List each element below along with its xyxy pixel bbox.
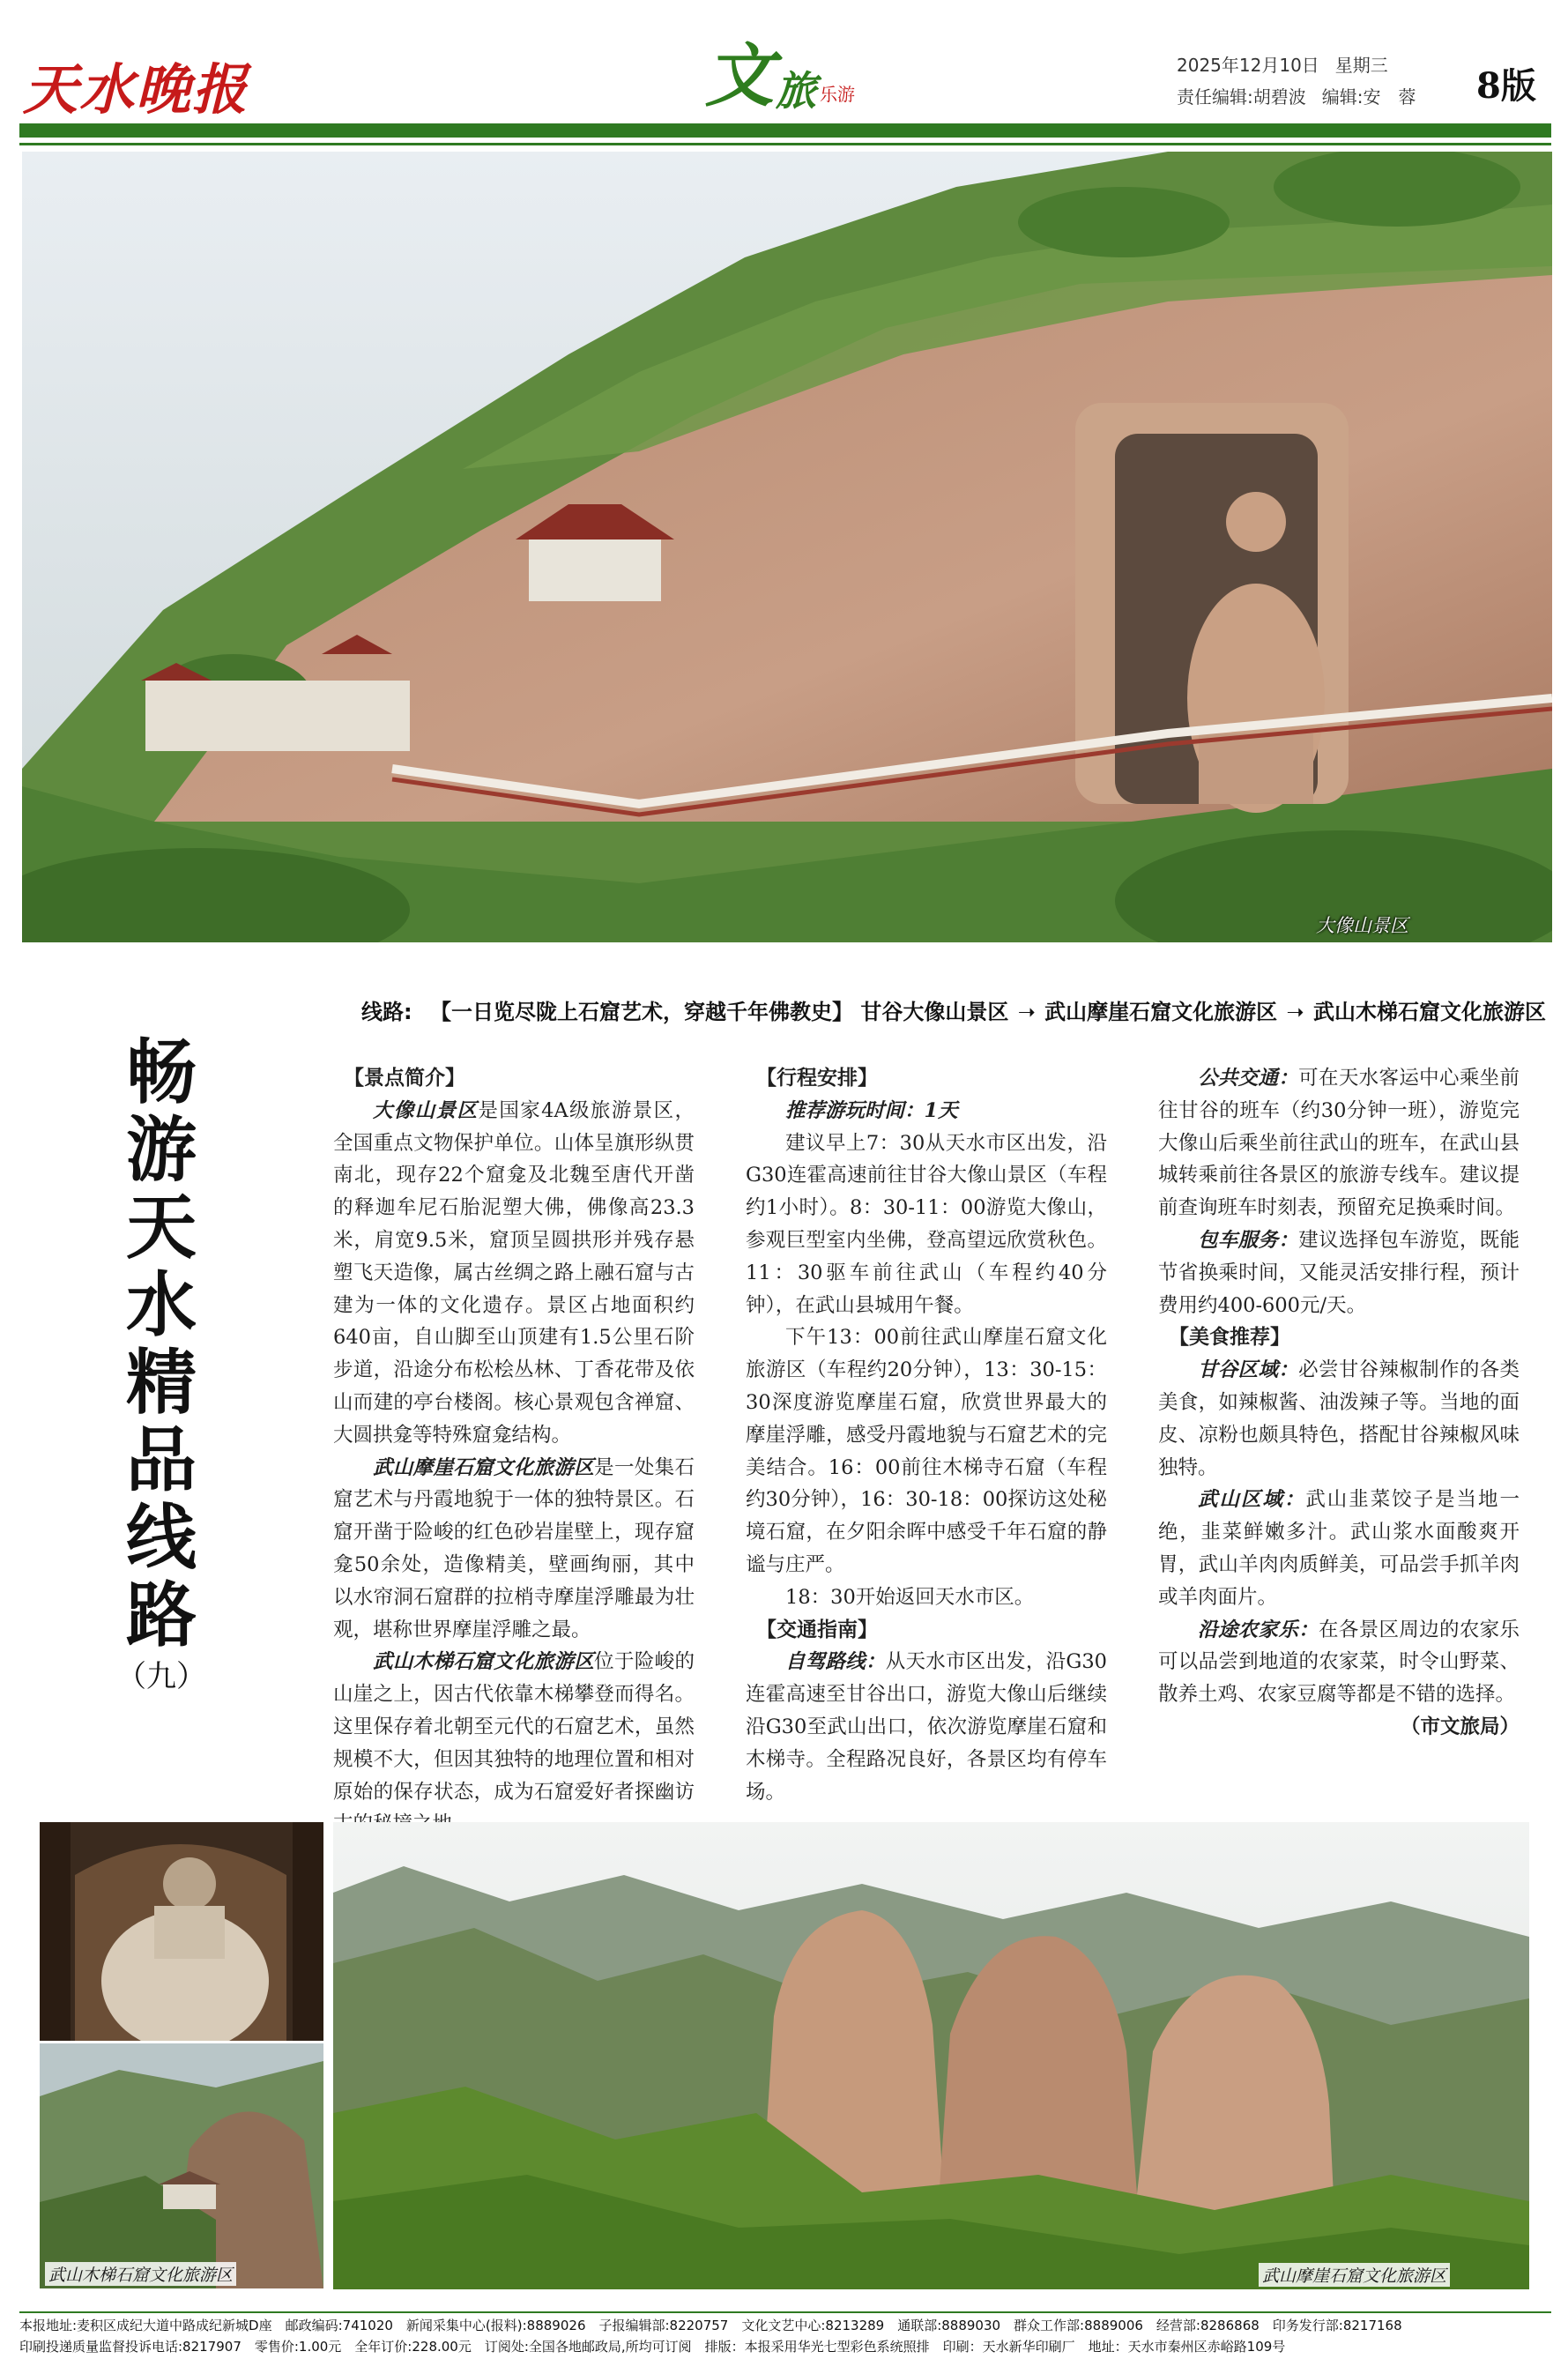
paragraph-intro-3: 武山木梯石窟文化旅游区位于险峻的山崖之上，因古代依靠木梯攀登而得名。这里保存着北朝至元代的石窟艺术，虽然规模不大，但因其独特的地理位置和相对原始的保存状态，成为石窟爱好者探幽访 xyxy=(333,1650,695,1804)
section-head-traffic: 【交通指南】 xyxy=(756,1618,878,1641)
article-column-3 xyxy=(1158,1062,1520,1744)
route-label: 线路: xyxy=(361,1000,412,1024)
moya-landscape-photo xyxy=(333,1822,1529,2289)
title-char: 精 xyxy=(126,1341,197,1424)
route-stop: 武山摩崖石窟文化旅游区 xyxy=(1044,1000,1278,1024)
title-char: 游 xyxy=(126,1108,197,1191)
food-gangu: 甘谷区域：必尝甘谷辣椒制作的各类美食，如辣椒酱、油泼辣子等。当地的面皮、凉粉也颇具特色，搭配甘谷辣椒风味独特。 xyxy=(1158,1358,1520,1479)
header-rule-thin xyxy=(19,143,1551,145)
schedule-afternoon: 下午13：00前往武山摩崖石窟文化旅游区（车程约20分钟），13：30-15：30深度游览摩崖石窟，欣赏世界最大的摩崖浮雕，感受丹霞地貌与石窟艺术的完美结合。16：00前往木梯寺石窟（车程约30分钟），16：30-18：00探访这处秘境石窟，在夕阳余晖中感受千年石窟的静谧与庄严。 xyxy=(746,1326,1107,1576)
muti-temple-photo xyxy=(40,2043,323,2288)
section-logo-small: 旅 xyxy=(776,67,817,115)
hero-caption: 大像山景区 xyxy=(1316,915,1408,936)
muti-temple-photo-image xyxy=(40,2043,323,2288)
title-char: 天 xyxy=(126,1186,197,1269)
food-farmhouse: 沿途农家乐：在各景区周边的农家乐可以品尝到地道的农家菜，时令山野菜、散养土鸡、农家豆腐等都是不错的选择。 xyxy=(1158,1618,1520,1707)
section-logo-tiny: 乐游 xyxy=(820,84,856,105)
paragraph-intro-1: 大像山景区是国家4A级旅游景区，全国重点文物保护单位。山体呈旗形纵贯南北，现存22个窟龛及北魏至唐代开凿的释迦牟尼石胎泥塑大佛，佛像高23.3米，肩宽9.5米，窟顶呈圆拱形并残存悬塑飞天造像，属古丝绸之路上融石窟与古建为一体的文化遗存。景区占地面积约640亩，自山脚至山顶建有1.5公里石阶步道，沿途分布松桧丛林、丁香花带及依山而建的亭台楼阁。核心景观包含禅窟、大圆拱龛等特殊窟龛结构。 xyxy=(333,1098,695,1447)
page-meta xyxy=(1177,49,1416,113)
hero-photo xyxy=(22,152,1552,942)
issue-weekday: 星期三 xyxy=(1334,55,1388,76)
article-title xyxy=(116,1031,206,1694)
hero-photo-image xyxy=(22,152,1552,942)
title-char: 畅 xyxy=(126,1031,197,1113)
section-head-food: 【美食推荐】 xyxy=(1169,1326,1290,1350)
editor: 编辑:安 蓉 xyxy=(1321,86,1416,108)
title-char: 线 xyxy=(126,1496,197,1579)
schedule-time: 推荐游玩时间：1天 xyxy=(785,1098,958,1122)
traffic-self-drive: 自驾路线：从天水市区出发，沿G30连霍高速至甘谷出口，游览大像山后继续沿G30至武山出口，依次游览摩崖石窟和木梯寺。全程路况良好，各景区均有停车场。 xyxy=(746,1650,1107,1804)
section-head-schedule: 【行程安排】 xyxy=(756,1067,878,1090)
arrow-right-icon: ➝ xyxy=(1286,1000,1304,1024)
paragraph-intro-2: 武山摩崖石窟文化旅游区是一处集石窟艺术与丹霞地貌于一体的独特景区。石窟开凿于险峻的红色砂岩崖壁上，现存窟龛50余处，造像精美，壁画绚丽，其中以水帘洞石窟群的拉梢寺摩崖浮雕最为壮观，堪称世界摩崖浮雕之最。 xyxy=(333,1455,695,1641)
footer-line-1: 本报地址:麦积区成纪大道中路成纪新城D座 邮政编码:741020 新闻采集中心(报料):8889026 子报编辑部:8220757 文化文艺中心:8213289 通联部:8889030 群众工作部:8889006 经营部:8286868 印务发行部:8217168 xyxy=(19,2318,1402,2333)
food-wushan: 武山区域：武山韭菜饺子是当地一绝，韭菜鲜嫩多汁。武山浆水面酸爽开胃，武山羊肉肉质鲜美，可品尝手抓羊肉或羊肉面片。 xyxy=(1158,1488,1520,1609)
moya-landscape-photo-image xyxy=(333,1822,1529,2289)
footer-line-2: 印刷投递质量监督投诉电话:8217907 零售价:1.00元 全年订价:228.00元 订阅处:全国各地邮政局,所均可订阅 排版：本报采用华光七型彩色系统照排 印刷：天水新华印刷厂 地址：天水市秦州区赤峪路109号 xyxy=(19,2339,1286,2355)
title-char: 品 xyxy=(126,1418,197,1501)
title-number: （九） xyxy=(116,1659,206,1694)
article-column-2 xyxy=(746,1062,1107,1808)
schedule-return: 18：30开始返回天水市区。 xyxy=(785,1585,1035,1609)
bottom-right-caption: 武山摩崖石窟文化旅游区 xyxy=(1259,2263,1450,2287)
route-stop: 武山木梯石窟文化旅游区 xyxy=(1312,1000,1546,1024)
section-head-intro: 【景点简介】 xyxy=(344,1067,465,1090)
traffic-charter: 包车服务：建议选择包车游览，既能节省换乘时间，又能灵活安排行程，预计费用约400-600元/天。 xyxy=(1158,1228,1520,1317)
title-char: 路 xyxy=(126,1574,197,1656)
article-source: （市文旅局） xyxy=(1400,1715,1520,1738)
buddha-photo-image xyxy=(40,1822,323,2041)
bottom-left-caption: 武山木梯石窟文化旅游区 xyxy=(45,2262,236,2286)
route-theme: 【一日览尽陇上石窟艺术，穿越千年佛教史】 xyxy=(429,1000,853,1024)
route-line xyxy=(361,994,1546,1025)
route-stop: 甘谷大像山景区 xyxy=(860,1000,1009,1024)
buddha-photo xyxy=(40,1822,323,2041)
section-logo-big: 文 xyxy=(705,36,775,116)
section-logo xyxy=(705,36,856,116)
issue-date: 2025年12月10日 xyxy=(1177,55,1319,76)
chief-editor: 责任编辑:胡碧波 xyxy=(1177,86,1306,108)
article-column-1 xyxy=(333,1062,695,1841)
header-rule xyxy=(19,123,1551,138)
page-number: 8版 xyxy=(1476,65,1536,107)
masthead-logo: 天水晚报 xyxy=(23,57,249,122)
traffic-public: 公共交通：可在天水客运中心乘坐前往甘谷的班车（约30分钟一班），游览完大像山后乘坐前往武山的班车，在武山县城转乘前往各景区的旅游专线车。建议提前查询班车时刻表，预留充足换乘时间。 xyxy=(1158,1067,1520,1220)
arrow-right-icon: ➝ xyxy=(1017,1000,1036,1024)
title-char: 水 xyxy=(126,1263,197,1346)
schedule-morning: 建议早上7：30从天水市区出发，沿G30连霍高速前往甘谷大像山景区（车程约1小时）。8：30-11：00游览大像山，参观巨型室内坐佛，登高望远欣赏秋色。11：30驱车前往武山（车程约40分钟），在武山县城用午餐。 xyxy=(746,1131,1107,1317)
page-footer xyxy=(19,2311,1551,2357)
